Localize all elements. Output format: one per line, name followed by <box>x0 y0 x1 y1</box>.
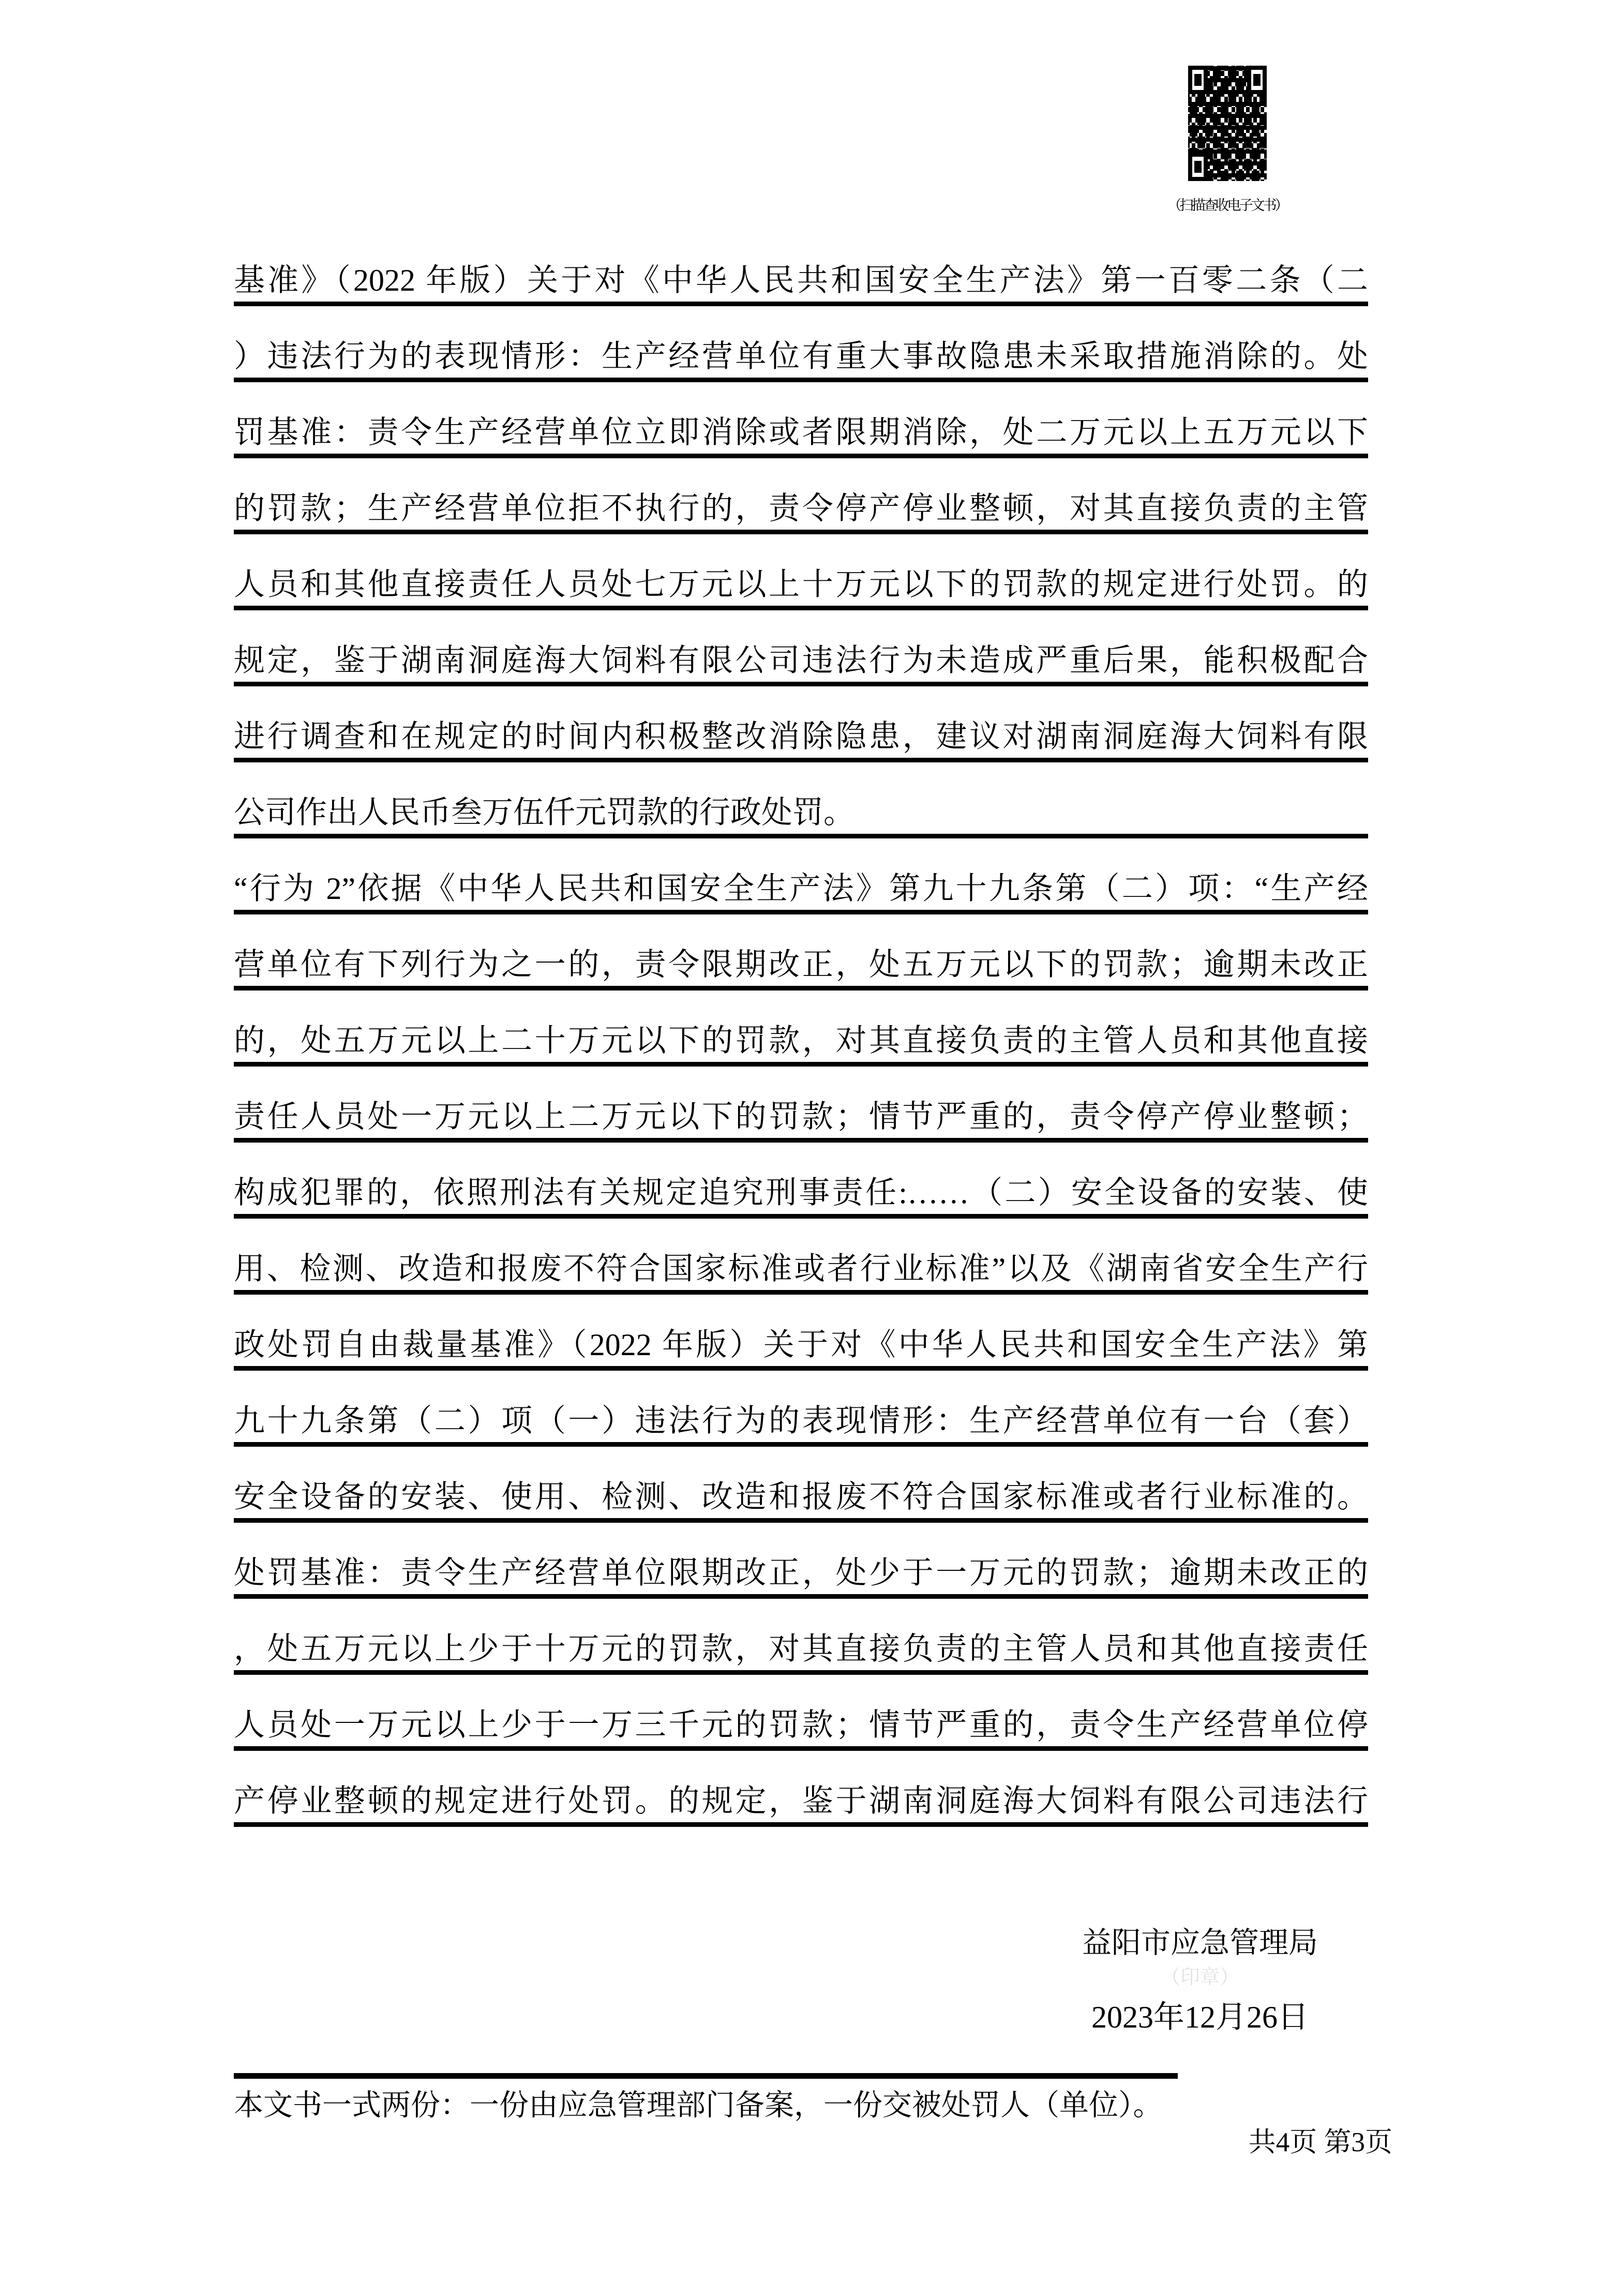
body-line-text: 公司作出人民币叁万伍仟元罚款的行政处罚。 <box>234 796 854 830</box>
body-line-text: 九十九条第（二）项（一）违法行为的表现情形：生产经营单位有一台（套） <box>234 1404 1368 1438</box>
body-line <box>234 1219 1368 1295</box>
body-line-text: ，处五万元以上少于十万元的罚款，对其直接负责的主管人员和其他直接责任 <box>234 1632 1368 1666</box>
body-line-text: 人员处一万元以上少于一万三千元的罚款；情节严重的，责令生产经营单位停 <box>234 1708 1368 1742</box>
body-line <box>234 1447 1368 1523</box>
body-line-text: 产停业整顿的规定进行处罚。的规定，鉴于湖南洞庭海大饲料有限公司违法行 <box>234 1784 1368 1818</box>
body-line <box>234 1371 1368 1447</box>
body-line-text: ）违法行为的表现情形：生产经营单位有重大事故隐患未采取措施消除的。处 <box>234 339 1368 373</box>
body-line <box>234 762 1368 838</box>
body-line <box>234 1523 1368 1599</box>
body-line-text: 政处罚自由裁量基准》（2022 年版）关于对《中华人民共和国安全生产法》第 <box>234 1328 1368 1362</box>
body-line <box>234 686 1368 762</box>
body-line-text: 人员和其他直接责任人员处七万元以上十万元以下的罚款的规定进行处罚。的 <box>234 567 1368 602</box>
body-line <box>234 991 1368 1067</box>
body-line <box>234 914 1368 991</box>
body-line <box>234 1295 1368 1371</box>
body-line-text: 处罚基准：责令生产经营单位限期改正，处少于一万元的罚款；逾期未改正的 <box>234 1556 1368 1590</box>
body-line <box>234 534 1368 610</box>
body-line <box>234 458 1368 534</box>
qr-finder-top-left-icon <box>1188 66 1208 94</box>
qr-finder-top-right-icon <box>1247 66 1267 94</box>
body-line-text: 罚基准：责令生产经营单位立即消除或者限期消除，处二万元以上五万元以下 <box>234 415 1368 449</box>
footer-copies-note: 本文书一式两份：一份由应急管理部门备案，一份交被处罚人（单位）。 <box>234 2089 1163 2122</box>
body-line-text: 用、检测、改造和报废不符合国家标准或者行业标准”以及《湖南省安全生产行 <box>234 1252 1368 1286</box>
body-line-text: 构成犯罪的，依照刑法有关规定追究刑事责任:……（二）安全设备的安装、使 <box>234 1176 1368 1210</box>
issuing-agency-name: 益阳市应急管理局 <box>1082 1927 1318 1959</box>
body-line-text: 的，处五万元以上二十万元以下的罚款，对其直接负责的主管人员和其他直接 <box>234 1024 1368 1058</box>
body-line <box>234 1067 1368 1143</box>
body-line <box>234 1675 1368 1751</box>
page-number: 共4页 第3页 <box>1248 2127 1392 2157</box>
signature-block <box>1055 1928 1345 2033</box>
body-line <box>234 382 1368 458</box>
body-line <box>234 610 1368 686</box>
body-line <box>234 306 1368 382</box>
body-line <box>234 230 1368 306</box>
body-line <box>234 1599 1368 1675</box>
qr-scan-caption: （扫描查收电子文书） <box>1167 198 1287 213</box>
body-line-text: 进行调查和在规定的时间内积极整改消除隐患，建议对湖南洞庭海大饲料有限 <box>234 719 1368 754</box>
signature-date: 2023年12月26日 <box>1091 2000 1309 2034</box>
footer-divider <box>234 2073 1178 2079</box>
body-line-text: “行为 2”依据《中华人民共和国安全生产法》第九十九条第（二）项：“生产经 <box>234 872 1368 906</box>
body-line <box>234 1143 1368 1219</box>
body-line <box>234 838 1368 914</box>
qr-code-image <box>1188 66 1267 181</box>
body-text <box>234 230 1368 1827</box>
body-line-text: 规定，鉴于湖南洞庭海大饲料有限公司违法行为未造成严重后果，能积极配合 <box>234 643 1368 678</box>
body-line-text: 责任人员处一万元以上二万元以下的罚款；情节严重的，责令停产停业整顿； <box>234 1100 1368 1134</box>
body-line-text: 安全设备的安装、使用、检测、改造和报废不符合国家标准或者行业标准的。 <box>234 1480 1368 1514</box>
qr-finder-bottom-left-icon <box>1188 153 1208 181</box>
seal-placeholder-text: （印章） <box>1160 1967 1239 1988</box>
body-line-text: 的罚款；生产经营单位拒不执行的，责令停产停业整顿，对其直接负责的主管 <box>234 491 1368 526</box>
body-line-text: 基准》（2022 年版）关于对《中华人民共和国安全生产法》第一百零二条（二 <box>234 263 1368 297</box>
qr-block <box>1161 66 1293 213</box>
body-line <box>234 1751 1368 1827</box>
body-line-text: 营单位有下列行为之一的，责令限期改正，处五万元以下的罚款；逾期未改正 <box>234 948 1368 982</box>
